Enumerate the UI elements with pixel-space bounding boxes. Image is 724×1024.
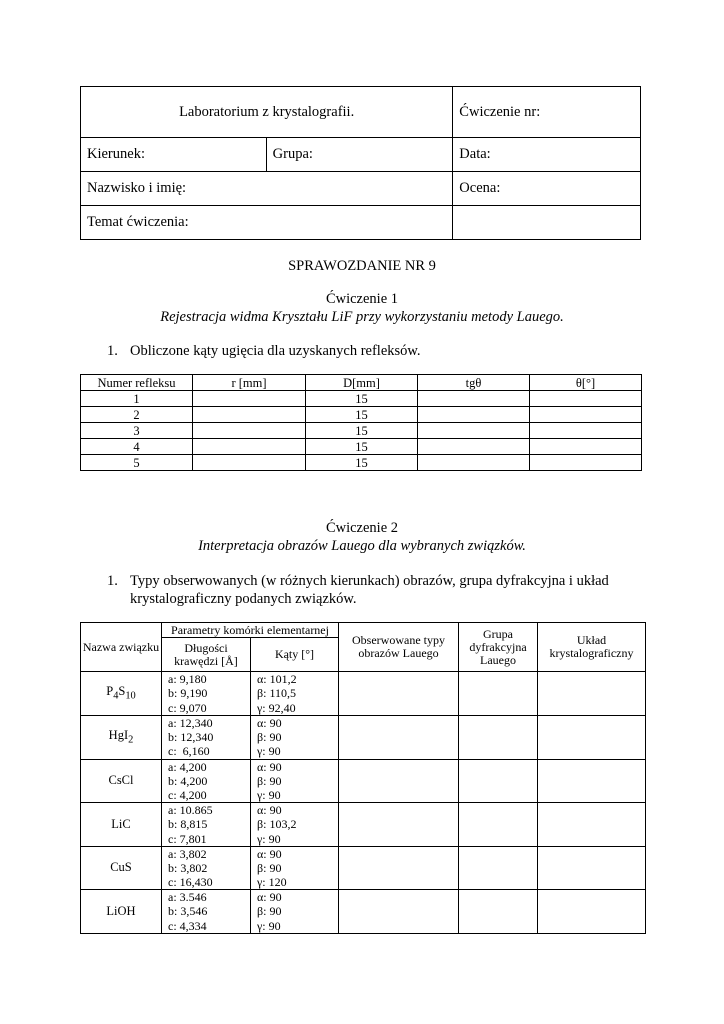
exercise2-subtitle: Interpretacja obrazów Lauego dla wybranych związków. [198,538,526,554]
compound-name: LiOH [81,890,162,934]
system-input[interactable] [538,716,646,760]
group-input[interactable] [459,716,538,760]
angles: α: 90 β: 90 γ: 120 [251,846,339,890]
edge-lengths: a: 9,180 b: 9,190 c: 9,070 [162,672,251,716]
exercise2-item-number: 1. [107,573,118,589]
table-cell: 5 [81,455,193,471]
system-input[interactable] [538,846,646,890]
exercise1-item-number: 1. [107,343,118,359]
table-row [81,672,646,716]
compounds-table [80,622,646,934]
observed-input[interactable] [339,716,459,760]
exercise2-heading: Ćwiczenie 2 [325,520,399,536]
table-cell-input[interactable] [193,407,306,423]
system-input[interactable] [538,803,646,847]
table-cell-input[interactable] [418,455,530,471]
topic-field[interactable]: Temat ćwiczenia: [81,206,453,240]
angles: α: 90 β: 103,2 γ: 90 [251,803,339,847]
table-cell: 15 [306,407,418,423]
table-cell: 3 [81,423,193,439]
observed-input[interactable] [339,846,459,890]
exercise2-item-text-line1: Typy obserwowanych (w różnych kierunkach) obrazów, grupa dyfrakcyjna i układ [130,573,609,589]
angles: α: 90 β: 90 γ: 90 [251,716,339,760]
table-row [81,890,646,934]
exercise1-item-text: Obliczone kąty ugięcia dla uzyskanych refleksów. [130,343,421,359]
angles: α: 90 β: 90 γ: 90 [251,890,339,934]
table-row [81,716,646,760]
table-cell-input[interactable] [193,423,306,439]
table-cell-input[interactable] [193,455,306,471]
table-cell: 4 [81,439,193,455]
table-cell-input[interactable] [530,407,642,423]
table-cell-input[interactable] [530,439,642,455]
table-row [81,759,646,803]
compound-name: $P_4S_{10}$ [81,672,162,716]
col-name-header: Nazwa związku [81,623,162,672]
table-row [81,846,646,890]
table-cell-input[interactable] [418,423,530,439]
edge-lengths: a: 4,200 b: 4,200 c: 4,200 [162,759,251,803]
grade-field[interactable]: Ocena: [453,172,641,206]
exercise1-item [107,342,421,360]
exercise2-item-text-line2: krystalograficzny podanych związków. [130,591,357,607]
col-observed-header: Obserwowane typy obrazów Lauego [339,623,459,672]
exercise1-heading: Ćwiczenie 1 [325,291,399,307]
table-cell: 15 [306,439,418,455]
observed-input[interactable] [339,890,459,934]
date-field[interactable]: Data: [453,138,641,172]
group-input[interactable] [459,803,538,847]
table-cell-input[interactable] [418,439,530,455]
col-system-header: Układ krystalograficzny [538,623,646,672]
col-angles-header: Kąty [°] [251,638,339,672]
reflections-table [80,374,642,471]
table-cell-input[interactable] [193,439,306,455]
table-cell: 15 [306,455,418,471]
system-input[interactable] [538,672,646,716]
topic-extra-cell[interactable] [453,206,641,240]
table-cell-input[interactable] [418,391,530,407]
angles: α: 101,2 β: 110,5 γ: 92,40 [251,672,339,716]
lab-title: Laboratorium z krystalografii. [81,87,453,138]
group-input[interactable] [459,890,538,934]
name-field[interactable]: Nazwisko i imię: [81,172,453,206]
edge-lengths: a: 3.546 b: 3,546 c: 4,334 [162,890,251,934]
table-row [81,803,646,847]
header-table [80,86,641,240]
observed-input[interactable] [339,759,459,803]
col-lengths-header: Długości krawędzi [Å] [162,638,251,672]
table-row [81,407,642,423]
edge-lengths: a: 12,340 b: 12,340 c: 6,160 [162,716,251,760]
table-cell: 15 [306,423,418,439]
table-header-row [81,375,642,391]
col-header: Numer refleksu [81,375,193,391]
group-input[interactable] [459,672,538,716]
table-cell-input[interactable] [193,391,306,407]
table-row [81,455,642,471]
col-header: tgθ [418,375,530,391]
group-input[interactable] [459,759,538,803]
table-cell-input[interactable] [530,423,642,439]
edge-lengths: a: 3,802 b: 3,802 c: 16,430 [162,846,251,890]
compound-name: CsCl [81,759,162,803]
table-row [81,391,642,407]
compound-name: CuS [81,846,162,890]
observed-input[interactable] [339,672,459,716]
system-input[interactable] [538,759,646,803]
table-cell: 2 [81,407,193,423]
edge-lengths: a: 10.865 b: 8,815 c: 7,801 [162,803,251,847]
observed-input[interactable] [339,803,459,847]
table-cell-input[interactable] [530,455,642,471]
exercise2-item [107,572,609,607]
col-group-header: Grupa dyfrakcyjna Lauego [459,623,538,672]
table-cell-input[interactable] [418,407,530,423]
direction-field[interactable]: Kierunek: [81,138,267,172]
col-params-header: Parametry komórki elementarnej [162,623,339,638]
exercise1-subtitle: Rejestracja widma Kryształu LiF przy wykorzystaniu metody Lauego. [160,309,564,325]
angles: α: 90 β: 90 γ: 90 [251,759,339,803]
col-header: D[mm] [306,375,418,391]
compound-name: HgI$_2$ [81,716,162,760]
group-input[interactable] [459,846,538,890]
exercise-number-field[interactable]: Ćwiczenie nr: [453,87,641,138]
system-input[interactable] [538,890,646,934]
table-cell-input[interactable] [530,391,642,407]
report-title: SPRAWOZDANIE NR 9 [288,258,436,274]
col-header: r [mm] [193,375,306,391]
table-cell: 15 [306,391,418,407]
table-cell: 1 [81,391,193,407]
group-field[interactable]: Grupa: [266,138,453,172]
table-row [81,423,642,439]
compound-name: LiC [81,803,162,847]
col-header: θ[°] [530,375,642,391]
table-row [81,439,642,455]
